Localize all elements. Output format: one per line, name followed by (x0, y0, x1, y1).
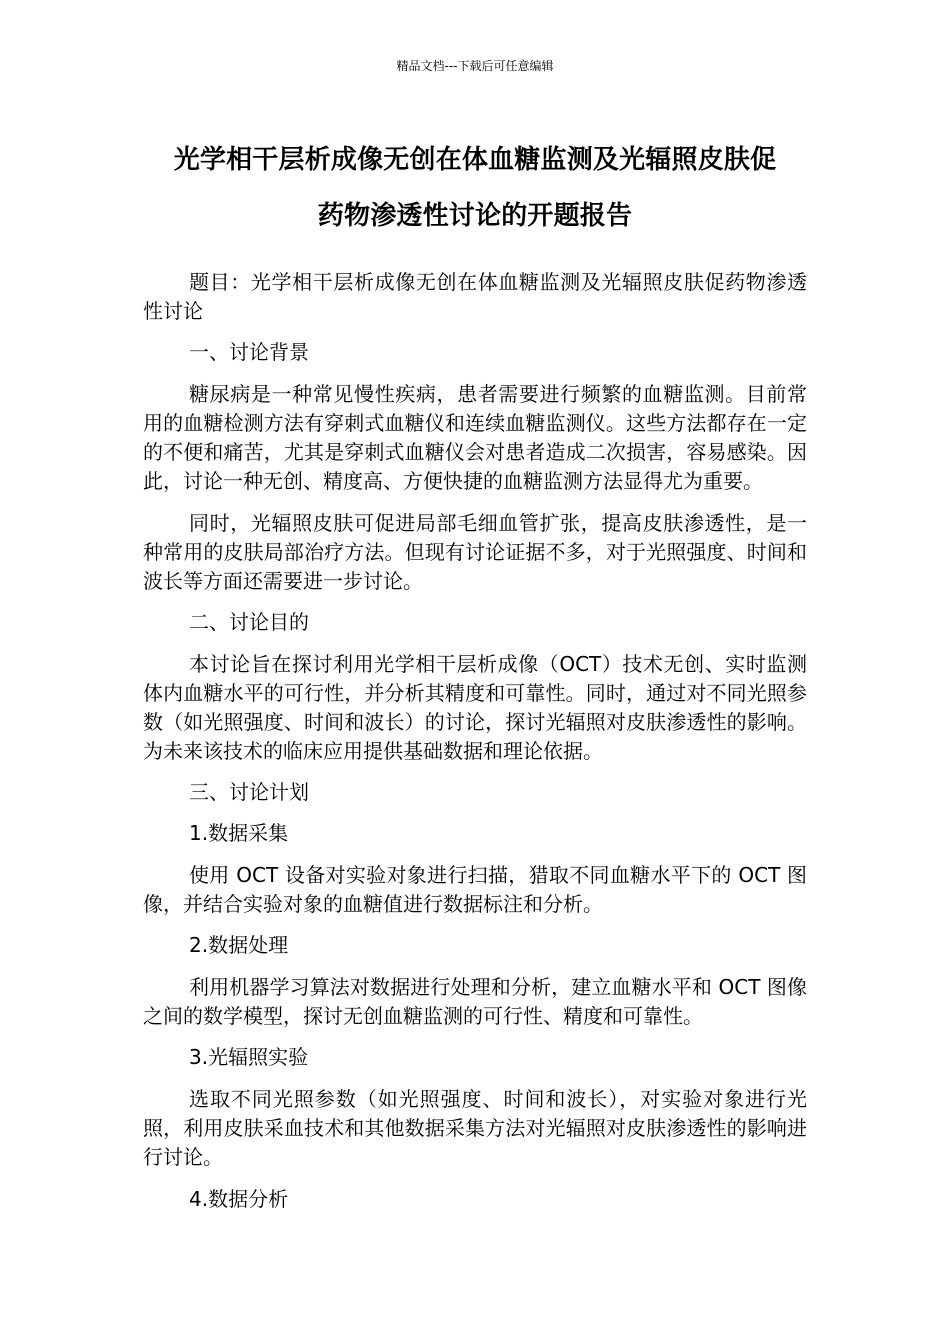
purpose-paragraph: 本讨论旨在探讨利用光学相干层析成像（OCT）技术无创、实时监测体内血糖水平的可行性，并分析其精度和可靠性。同时，通过对不同光照参数（如光照强度、时间和波长）的讨论，探讨光辐照对皮肤渗透性的影响。为未来该技术的临床应用提供基础数据和理论依据。 (143, 652, 807, 763)
document-title (143, 132, 807, 244)
plan-subheading-light-experiment: 3.光辐照实验 (189, 1045, 309, 1069)
plan-data-processing-text: 利用机器学习算法对数据进行处理和分析，建立血糖水平和 OCT 图像之间的数学模型，探讨无创血糖监测的可行性、精度和可靠性。 (143, 975, 807, 1028)
plan-light-experiment-text: 选取不同光照参数（如光照强度、时间和波长），对实验对象进行光照，利用皮肤采血技术和其他数据采集方法对光辐照对皮肤渗透性的影响进行讨论。 (143, 1087, 807, 1169)
title-line-1: 光学相干层析成像无创在体血糖监测及光辐照皮肤促 (173, 145, 777, 175)
section-heading-purpose: 二、讨论目的 (189, 610, 309, 634)
section-heading-plan: 三、讨论计划 (189, 780, 309, 804)
background-paragraph-1: 糖尿病是一种常见慢性疾病，患者需要进行频繁的血糖监测。目前常用的血糖检测方法有穿刺式血糖仪和连续血糖监测仪。这些方法都存在一定的不便和痛苦，尤其是穿刺式血糖仪会对患者造成二次损害，容易感染。因此，讨论一种无创、精度高、方便快捷的血糖监测方法显得尤为重要。 (143, 382, 807, 493)
background-paragraph-2: 同时，光辐照皮肤可促进局部毛细血管扩张，提高皮肤渗透性，是一种常用的皮肤局部治疗方法。但现有讨论证据不多，对于光照强度、时间和波长等方面还需要进一步讨论。 (143, 511, 807, 593)
section-heading-background: 一、讨论背景 (189, 340, 309, 364)
document-body (143, 268, 807, 1214)
topic-paragraph: 题目：光学相干层析成像无创在体血糖监测及光辐照皮肤促药物渗透性讨论 (143, 270, 807, 323)
plan-subheading-data-analysis: 4.数据分析 (189, 1187, 289, 1211)
plan-subheading-data-collection: 1.数据采集 (189, 821, 289, 845)
plan-subheading-data-processing: 2.数据处理 (189, 933, 289, 957)
plan-data-collection-text: 使用 OCT 设备对实验对象进行扫描，猎取不同血糖水平下的 OCT 图像，并结合实验对象的血糖值进行数据标注和分析。 (143, 863, 807, 916)
title-line-2: 药物渗透性讨论的开题报告 (317, 201, 633, 231)
header-note: 精品文档---下载后可任意编辑 (396, 59, 554, 73)
